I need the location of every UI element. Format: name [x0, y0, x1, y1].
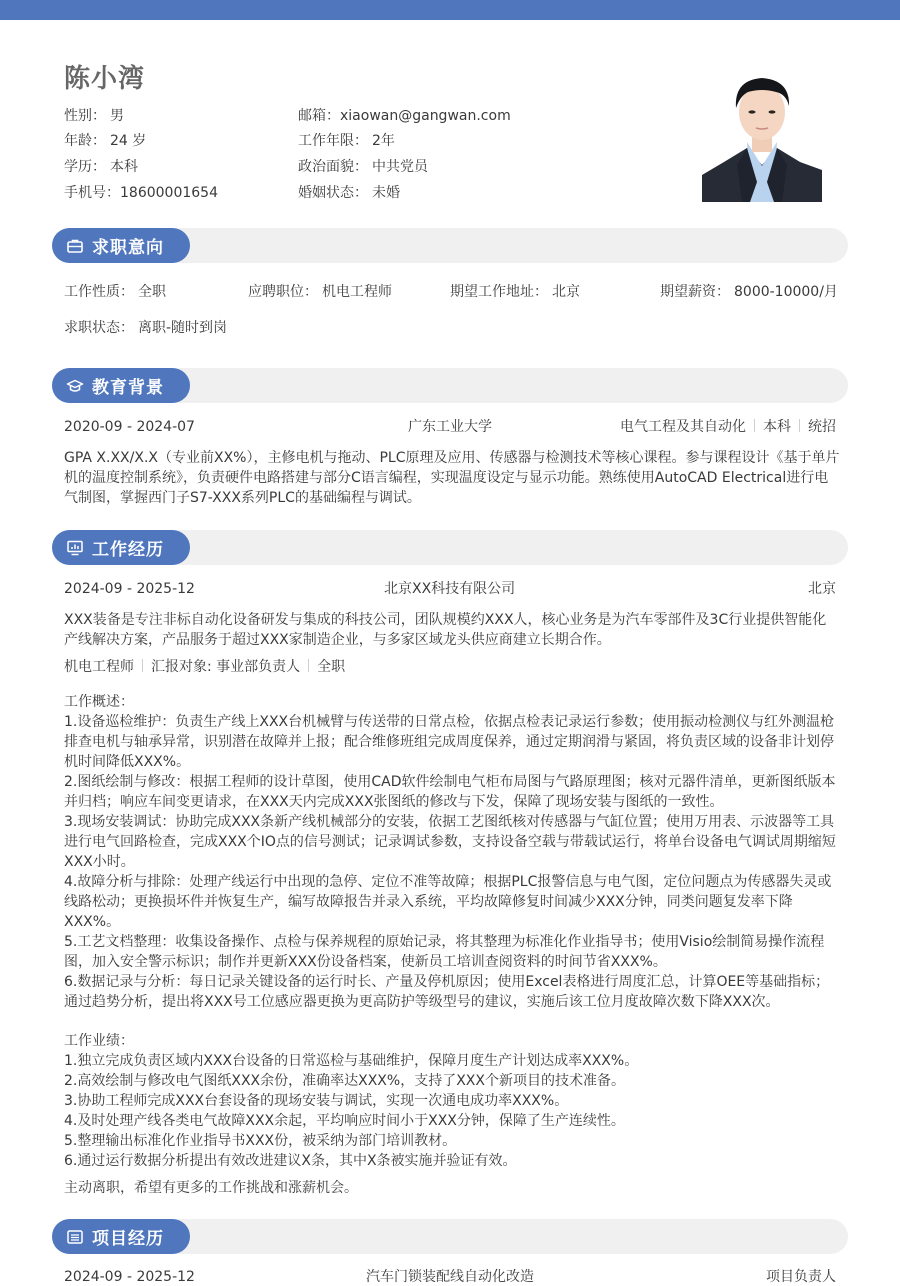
work-achievements-title: 工作业绩： — [64, 1033, 134, 1049]
intent-salary: 期望薪资： 8000-10000/月 — [660, 284, 838, 300]
work-overview-item: 1.设备巡检维护：负责生产线上XXX台机械臂与传送带的日常点检，依据点检表记录运行参数；使用振动检测仪与红外测温枪排查电机与轴承异常，识别潜在故障并上报；配合维修班组完成周度保养，通过定期润滑与紧固，将负责区域的设备非计划停机时间降低XXX%。 — [64, 714, 835, 770]
work-location: 北京 — [808, 581, 836, 597]
section-pill-project — [52, 1219, 190, 1254]
work-achievement-item: 2.高效绘制与修改电气图纸XXX余份，准确率达XXX%，支持了XXX个新项目的技术准备。 — [64, 1073, 625, 1089]
work-achievement-item: 3.协助工程师完成XXX台套设备的现场安装与调试，实现一次通电成功率XXX%。 — [64, 1093, 569, 1109]
work-tag-report: 汇报对象: 事业部负责人 — [151, 659, 301, 675]
section-title: 求职意向 — [92, 238, 164, 258]
divider — [308, 659, 309, 672]
info-gender: 性别： 男 — [64, 108, 124, 124]
work-overview — [64, 692, 840, 1012]
info-political: 政治面貌： 中共党员 — [298, 159, 428, 175]
section-title: 教育背景 — [92, 378, 164, 398]
work-overview-item: 4.故障分析与排除：处理产线运行中出现的急停、定位不准等故障；根据PLC报警信息与电气图，定位问题点为传感器失灵或线路松动；更换损坏件并恢复生产，编写故障报告并录入系统，平均故障修复时间减少XXX分钟，同类问题复发率下降XXX%。 — [64, 874, 832, 930]
work-company-description: XXX装备是专注非标自动化设备研发与集成的科技公司，团队规模约XXX人，核心业务是为汽车零部件及3C行业提供智能化产线解决方案，产品服务于超过XXX家制造企业，与多家区域龙头供应商建立长期合作。 — [64, 612, 827, 648]
list-icon — [66, 1228, 84, 1246]
work-overview-item: 3.现场安装调试：协助完成XXX条新产线机械部分的安装，依据工艺图纸核对传感器与气缸位置；使用万用表、示波器等工具进行电气回路检查，完成XXX个IO点的信号测试；记录调试参数，支持设备空载与带载试运行，将单台设备电气调试周期缩短XXX小时。 — [64, 814, 836, 870]
work-tag-type: 全职 — [317, 659, 346, 675]
work-company: 北京XX科技有限公司 — [384, 581, 516, 597]
education-school: 广东工业大学 — [408, 419, 492, 435]
work-overview-item: 5.工艺文档整理：收集设备操作、点检与保养规程的原始记录，将其整理为标准化作业指导书；使用Visio绘制简易操作流程图，加入安全警示标识；制作并更新XXX份设备档案，使新员工培训查阅资料的时间节省XXX%。 — [64, 934, 825, 970]
candidate-name: 陈小湾 — [64, 64, 146, 94]
section-pill-work — [52, 530, 190, 565]
section-title: 工作经历 — [92, 540, 164, 560]
education-degree: 本科 — [763, 419, 791, 435]
work-achievement-item: 5.整理输出标准化作业指导书XXX份，被采纳为部门培训教材。 — [64, 1133, 457, 1149]
section-title: 项目经历 — [92, 1229, 164, 1249]
section-header-intent — [52, 228, 848, 263]
graduation-cap-icon — [66, 377, 84, 395]
work-achievement-item: 6.通过运行数据分析提出有效改进建议X条，其中X条被实施并验证有效。 — [64, 1153, 517, 1169]
monitor-chart-icon — [66, 539, 84, 557]
education-meta — [620, 418, 836, 436]
top-accent-bar — [0, 0, 900, 20]
divider — [754, 419, 755, 432]
project-name: 汽车门锁装配线自动化改造 — [366, 1269, 534, 1285]
intent-position: 应聘职位： 机电工程师 — [248, 284, 392, 300]
work-overview-item: 2.图纸绘制与修改：根据工程师的设计草图，使用CAD软件绘制电气柜布局图与气路原理图；核对元器件清单，更新图纸版本并归档；响应车间变更请求，在XXX天内完成XXX张图纸的修改与下发，保障了现场安装与图纸的一致性。 — [64, 774, 836, 810]
divider — [142, 659, 143, 672]
work-tag-role: 机电工程师 — [64, 659, 134, 675]
profile-photo — [702, 70, 822, 202]
section-header-education — [52, 368, 848, 403]
section-pill-education — [52, 368, 190, 403]
work-overview-item: 6.数据记录与分析：每日记录关键设备的运行时长、产量及停机原因；使用Excel表格进行周度汇总，计算OEE等基础指标；通过趋势分析，提出将XXX号工位感应器更换为更高防护等级型号的建议，实施后该工位月度故障次数下降XXX次。 — [64, 974, 830, 1010]
divider — [799, 419, 800, 432]
briefcase-icon — [66, 237, 84, 255]
info-marital: 婚姻状态： 未婚 — [298, 185, 400, 201]
work-achievements — [64, 1031, 840, 1171]
section-header-project — [52, 1219, 848, 1254]
info-work-years: 工作年限： 2年 — [298, 133, 395, 149]
info-email: 邮箱：xiaowan@gangwan.com — [298, 108, 511, 124]
intent-status: 求职状态： 离职-随时到岗 — [64, 320, 228, 336]
intent-location: 期望工作地址： 北京 — [450, 284, 580, 300]
work-overview-title: 工作概述： — [64, 694, 134, 710]
work-period: 2024-09 - 2025-12 — [64, 581, 195, 597]
info-age: 年龄： 24 岁 — [64, 133, 147, 149]
project-role: 项目负责人 — [766, 1269, 836, 1285]
work-achievement-item: 4.及时处理产线各类电气故障XXX余起，平均响应时间小于XXX分钟，保障了生产连续性。 — [64, 1113, 625, 1129]
education-major: 电气工程及其自动化 — [620, 419, 746, 435]
project-period: 2024-09 - 2025-12 — [64, 1269, 195, 1285]
work-tags — [64, 658, 345, 676]
education-period: 2020-09 - 2024-07 — [64, 419, 195, 435]
info-phone: 手机号：18600001654 — [64, 185, 218, 201]
education-description: GPA X.XX/X.X（专业前XX%），主修电机与拖动、PLC原理及应用、传感器与检测技术等核心课程。参与课程设计《基于单片机的温度控制系统》，负责硬件电路搭建与部分C语言编程，实现温度设定与显示功能。熟练使用AutoCAD Electrical进行电气制图，掌握西门子S7-XXX系列PLC的基础编程与调试。 — [64, 450, 840, 506]
education-type: 统招 — [808, 419, 836, 435]
section-pill-intent — [52, 228, 190, 263]
info-education: 学历： 本科 — [64, 159, 138, 175]
work-achievement-item: 1.独立完成负责区域内XXX台设备的日常巡检与基础维护，保障月度生产计划达成率XXX%。 — [64, 1053, 639, 1069]
work-leave-reason: 主动离职，希望有更多的工作挑战和涨薪机会。 — [64, 1180, 358, 1196]
intent-job-type: 工作性质： 全职 — [64, 284, 166, 300]
section-header-work — [52, 530, 848, 565]
